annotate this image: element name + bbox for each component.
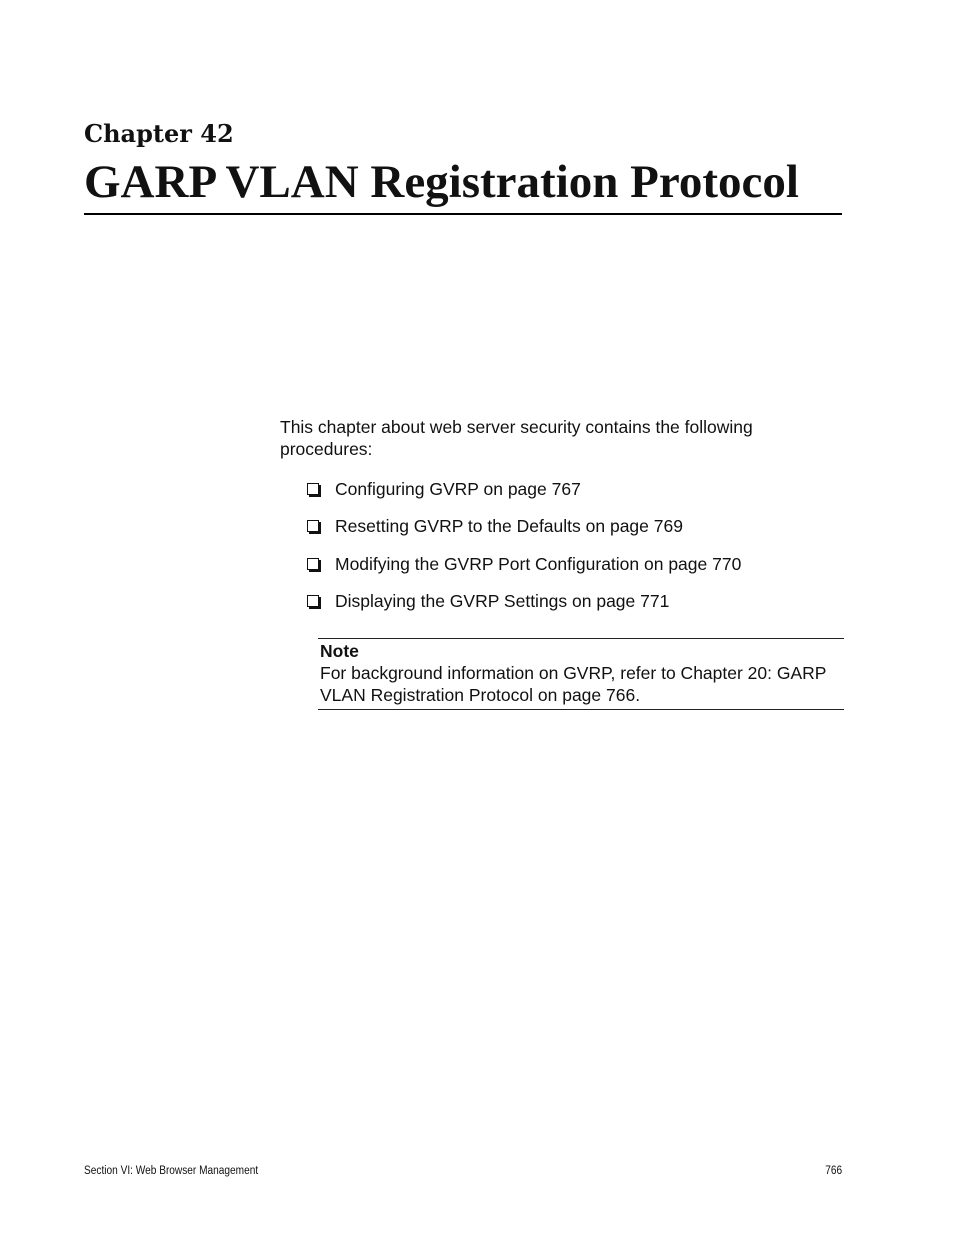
checkbox-icon: [307, 558, 319, 570]
checkbox-icon: [307, 520, 319, 532]
procedure-item: [307, 590, 741, 627]
note-heading: Note: [320, 641, 359, 661]
chapter-label: Chapter 42: [84, 119, 234, 148]
procedure-item: [307, 478, 741, 515]
procedure-link[interactable]: Displaying the GVRP Settings on page 771: [335, 590, 670, 611]
procedure-link[interactable]: Configuring GVRP on page 767: [335, 479, 581, 499]
procedure-list: [307, 478, 741, 627]
chapter-title: GARP VLAN Registration Protocol: [84, 156, 799, 208]
intro-paragraph: This chapter about web server security contains the following procedures:: [280, 417, 753, 459]
note-box: [318, 638, 844, 710]
footer-section: Section VI: Web Browser Management: [84, 1165, 259, 1177]
checkbox-icon: [307, 595, 319, 607]
procedure-link[interactable]: Resetting GVRP to the Defaults on page 769: [335, 516, 683, 537]
checkbox-icon: [307, 483, 319, 495]
procedure-item: [307, 515, 741, 552]
procedure-link[interactable]: Modifying the GVRP Port Configuration on page 770: [335, 553, 742, 574]
procedure-item: [307, 553, 741, 590]
note-text: For background information on GVRP, refer to Chapter 20: GARP VLAN Registration Protocol on page 766.: [320, 663, 827, 705]
title-rule: [84, 213, 842, 215]
footer-page-number: 766: [825, 1165, 842, 1177]
